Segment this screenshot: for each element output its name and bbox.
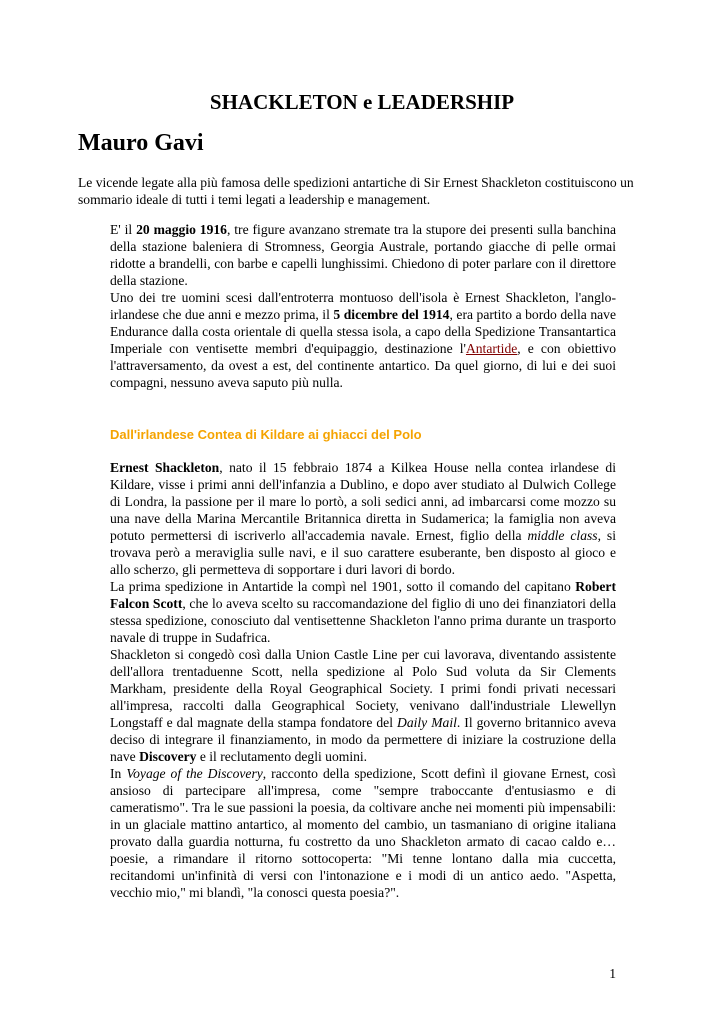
text-run: Shackleton si congedò così dalla Union Castle Line per cui lavorava, diventando assistente dell'allora trentaduenne Scott, nella spedizione al Polo Sud voluta da Sir Clements Markham, presidente della Royal Geographical Society. I primi fondi privati necessari all'impresa, raccolti dalla Geographical Society, venivano dall'industriale Llewellyn Longstaff e dal magnate della stampa fondatore del [110,647,616,730]
text-run: Uno dei tre uomini scesi dall'entroterra montuoso dell'isola è Ernest Shackleton, l'anglo-irlandese che due anni e mezzo prima, il [110,290,616,322]
text-run: , si trovava però a meraviglia sulle navi, e il suo carattere esuberante, ben disposto al gioco e allo scherzo, gli permetteva di sopportare i duri lavori di bordo. [110,528,616,577]
text-run: , nato il 15 febbraio 1874 a Kilkea House nella contea irlandese di Kildare, visse i primi anni dell'infanzia a Dublino, e dopo aver studiato al Dulwich College di Londra, la passione per il mare lo portò, a soli sedici anni, ad imbarcarsi come mozzo su una nave della Marina Mercantile Britannica diretta in Sudamerica; la famiglia non aveva potuto permettersi di iscriverlo all'accademia navale. Ernest, figlio della [110,460,616,543]
quote-paragraph-1 [110,221,616,289]
author-name: Mauro Gavi [78,130,204,156]
antartide-link[interactable]: Antartide [465,341,518,356]
italic-title: Voyage of the Discovery [126,766,263,781]
text-run: e il reclutamento degli uomini. [196,749,368,764]
name-bold: Robert Falcon Scott [110,579,616,611]
ship-name-bold: Discovery [139,749,197,764]
opening-quote-block [110,221,616,391]
date-bold: 20 maggio 1916 [136,222,227,237]
text-run: . Il governo britannico aveva deciso di integrare il finanziamento, in modo da permettere di iniziare la costruzione della nave [110,715,616,764]
section-body [110,459,616,901]
text-run: , racconto della spedizione, Scott definì il giovane Ernest, così ansioso di partecipare all'impresa, come "sempre traboccante d'entusiasmo e di cameratismo". Tra le sue passioni la poesia, da coltivare anche nei momenti più impensabili: in un glaciale mattino antartico, al momento del cambio, un tasmaniano di origine italiana provato dalla guardia notturna, fu costretto da uno Shackleton armato di cacao caldo e…poesie, a rimandare il ritorno sottocoperta: "Mi tenne lontano dalla mia cuccetta, recitandomi un'infinità di versi con l'intonazione e i modi di un antico aedo. "Aspetta, vecchio mio," mi blandì, "la conosci questa poesia?". [110,766,616,900]
text-run: E' il [110,222,137,237]
text-run: , che lo aveva scelto su raccomandazione del figlio di uno dei finanziatori della stessa spedizione, conosciuto dal ventisettenne Shackleton l'anno prima durante un trasporto navale di truppe in Sudafrica. [110,596,616,645]
body-paragraph-2 [110,578,616,646]
section-heading: Dall'irlandese Contea di Kildare ai ghiacci del Polo [110,427,422,442]
text-run: La prima spedizione in Antartide la compì nel 1901, sotto il comando del capitano [110,579,576,594]
quote-paragraph-2 [110,289,616,391]
body-paragraph-1 [110,459,616,578]
body-paragraph-4 [110,765,616,901]
page-number: 1 [609,966,616,981]
document-title: SHACKLETON e LEADERSHIP [209,90,515,114]
body-paragraph-3 [110,646,616,765]
italic-term: Daily Mail [397,715,457,730]
name-bold: Ernest Shackleton [110,460,220,475]
text-run: In [110,766,127,781]
intro-paragraph: Le vicende legate alla più famosa delle spedizioni antartiche di Sir Ernest Shackleton costituiscono un sommario ideale di tutti i temi legati a leadership e management. [78,175,634,207]
text-run: , era partito a bordo della nave Endurance dalla costa orientale di quella stessa isola, a capo della Spedizione Transantartica Imperiale con ventisette membri d'equipaggio, destinazione l' [110,307,616,356]
text-run: , tre figure avanzano stremate tra la stupore dei presenti sulla banchina della stazione baleniera di Stromness, Georgia Australe, portando giacche di pelle ormai ridotte a brandelli, con barbe e capelli lunghissimi. Chiedono di poter parlare con il direttore della stazione. [110,222,616,288]
italic-term: middle class [527,528,598,543]
date-bold: 5 dicembre del 1914 [333,307,450,322]
text-run: , e con obiettivo l'attraversamento, da ovest a est, del continente antartico. Da quel giorno, di lui e dei suoi compagni, nessuno aveva saputo più nulla. [110,341,616,390]
